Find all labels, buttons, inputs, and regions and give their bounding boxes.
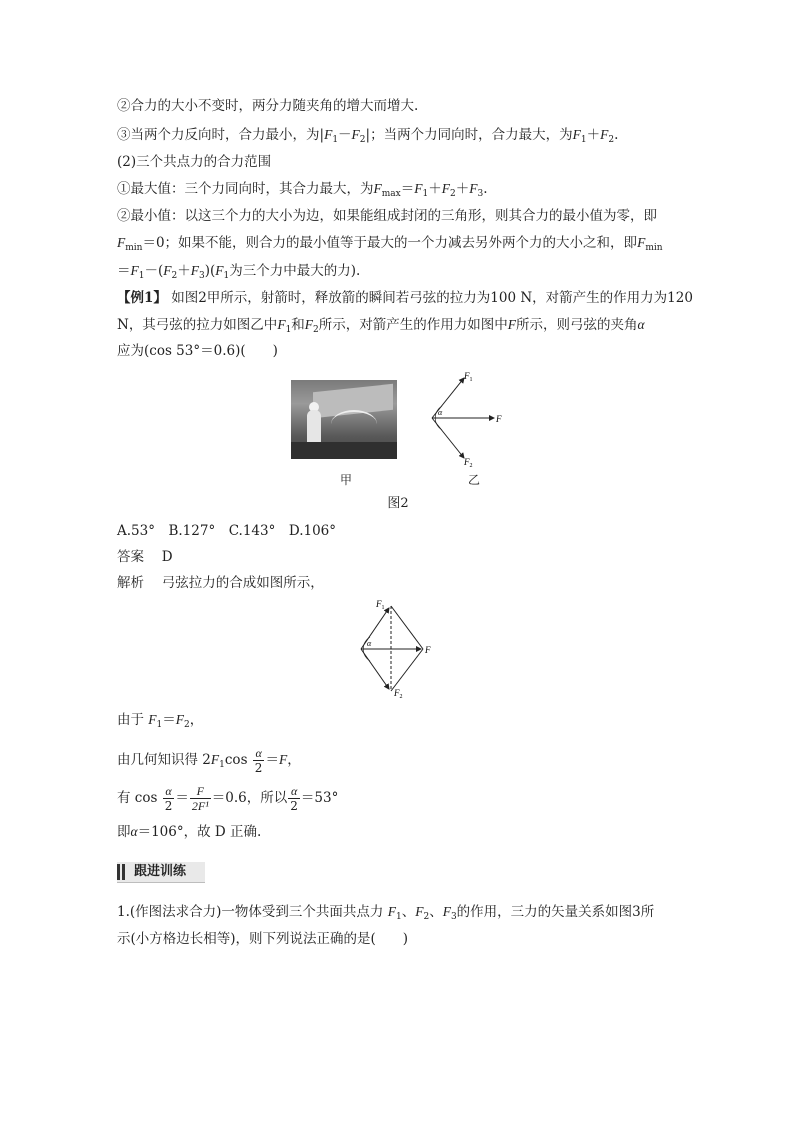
question1-line2: 示(小方格边长相等)，则下列说法正确的是( ): [117, 931, 409, 947]
solution-step1: 由于 $F_1=F_2$，: [117, 712, 204, 730]
photo-bow: [331, 410, 377, 438]
photo-ground: [291, 442, 397, 459]
rhombus-label-f: F: [425, 645, 431, 655]
rhombus-label-alpha: α: [367, 639, 372, 648]
example-line2: N，其弓弦的拉力如图乙中$F_1$和$F_2$所示，对箭产生的作用力如图中F所示，则弓弦的夹角α: [117, 317, 645, 335]
rhombus-side-top: [391, 606, 423, 649]
section-title: 跟进训练: [134, 864, 187, 879]
question1-line1: 1.(作图法求合力)一物体受到三个共面共点力 $F_1$、$F_2$、$F_3$的作用，三力的矢量关系如图3所: [117, 904, 655, 922]
example-line3: 应为(cos 53°＝0.6)( ): [117, 343, 278, 359]
label-f1: $F_1$: [464, 371, 473, 383]
label-f: F: [496, 414, 502, 424]
rhombus-arrow-f2: [361, 649, 389, 689]
paragraph-resultant-constant: ②合力的大小不变时，两分力随夹角的增大而增大.: [117, 98, 419, 114]
tag-bar-icon: [122, 864, 125, 880]
caption-yi: 乙: [467, 473, 480, 487]
force-rhombus-diagram: [352, 596, 442, 700]
example-line1: 【例1】 如图2甲所示，射箭时，释放箭的瞬间若弓弦的拉力为100 N，对箭产生的作用力为120: [117, 290, 693, 306]
solution-step2: 由几何知识得 $2F_1\cos$ $\frac{\alpha}{2}$ ＝F，: [117, 746, 301, 775]
answer-line: 答案 D: [117, 549, 173, 565]
solution-conclusion: 即α＝106°，故 D 正确.: [117, 824, 262, 840]
section-tag: [117, 862, 205, 883]
paragraph-max-value: ①最大值：三个力同向时，其合力最大，为$F_{max}=F_1+F_2+F_3$.: [117, 181, 488, 199]
paragraph-min-value-line1: ②最小值：以这三个力的大小为边，如果能组成封闭的三角形，则其合力的最小值为零，即: [117, 208, 657, 224]
rhombus-label-f1: $F_1$: [376, 599, 385, 611]
rhombus-label-f2: $F_2$: [394, 688, 403, 700]
archer-photo: [291, 380, 397, 459]
answer-options: A.53° B.127° C.143° D.106°: [117, 523, 337, 539]
heading-three-forces-range: (2)三个共点力的合力范围: [117, 154, 272, 170]
rhombus-arrow-f1: [361, 608, 389, 649]
paragraph-min-value-line3: $=F_1-(F_2+F_3)(F_1$为三个力中最大的力).: [117, 263, 361, 281]
label-f2: $F_2$: [464, 457, 473, 469]
force-diagram-yi: [418, 366, 518, 470]
caption-jia: 甲: [339, 473, 352, 487]
solution-step3: 有 cos $\frac{\alpha}{2}$ ＝ $\frac{F}{\text{2F¹}}$ ＝0.6，所以 $\frac{\alpha}{2}$ ＝53°: [117, 784, 339, 813]
label-alpha: α: [438, 408, 443, 417]
paragraph-opposite-same-direction: ③当两个力反向时，合力最小，为$|F_1-F_2|$；当两个力同向时，合力最大，为$F_1+F_2$.: [117, 127, 619, 145]
rhombus-side-bottom: [391, 649, 423, 691]
paragraph-min-value-line2: $F_{min}=0$；如果不能，则合力的最小值等于最大的一个力减去另外两个力的大小之和，即$F_{min}$: [117, 235, 663, 253]
tag-bar-icon: [117, 864, 120, 880]
analysis-line: 解析 弓弦拉力的合成如图所示，: [117, 575, 324, 591]
figure-caption: 图2: [387, 496, 409, 511]
